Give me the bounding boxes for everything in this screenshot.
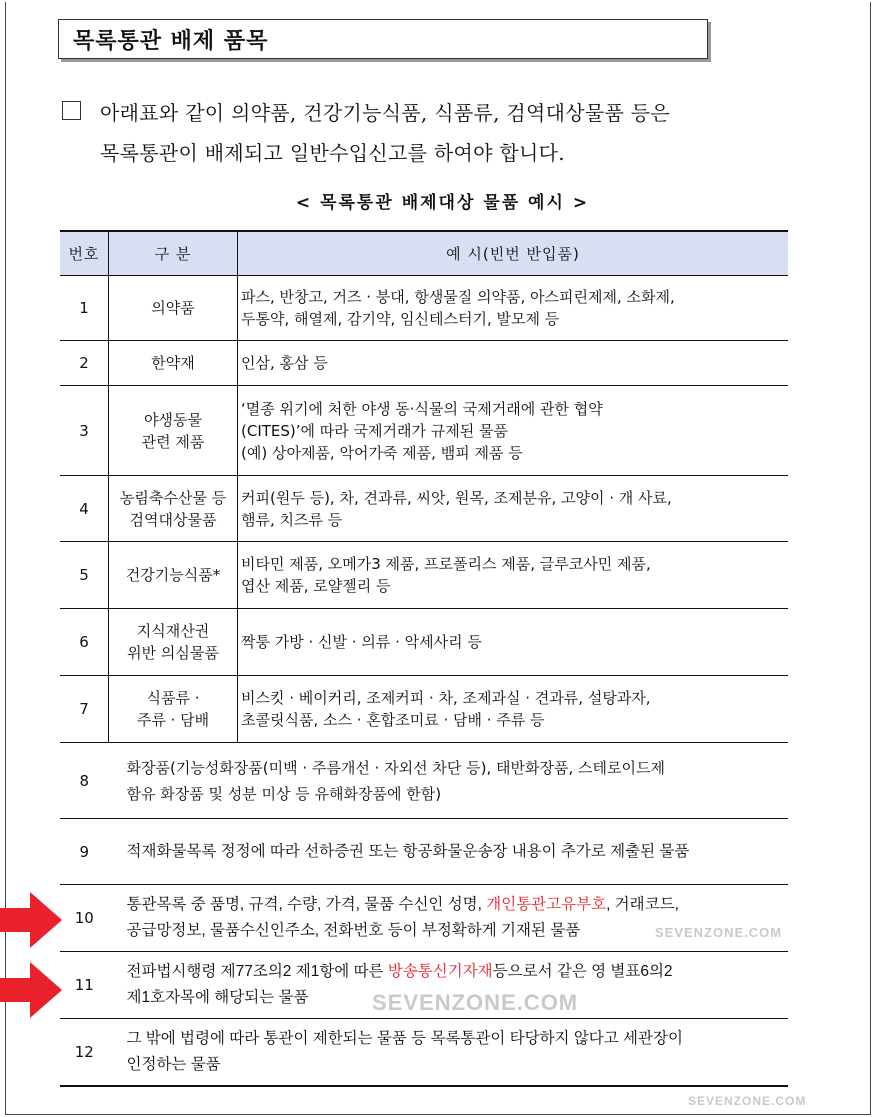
text-segment: , 거래코드,	[606, 896, 679, 913]
row-example	[238, 676, 789, 743]
red-arrow-icon	[0, 962, 62, 1018]
row-number: 7	[60, 676, 109, 743]
content-line: 그 밖에 법령에 따라 통관이 제한되는 물품 등 목록통관이 타당하지 않다고 세관장이	[126, 1029, 683, 1047]
content-line: 인정하는 물품	[126, 1055, 221, 1073]
row-category	[109, 341, 238, 386]
example-line: (CITES)’에 따라 국제거래가 규제된 물품	[241, 421, 508, 440]
row-number: 2	[60, 341, 109, 386]
text-segment: 등으로서 같은 영 별표6의2	[492, 963, 673, 980]
content-line	[127, 892, 788, 918]
content-line: 공급망정보, 물품수신인주소, 전화번호 등이 부정확하게 기재된 물품	[126, 922, 581, 939]
row-number: 12	[60, 1019, 109, 1086]
table-caption: < 목록통관 배제대상 물품 예시 >	[295, 193, 590, 213]
example-line: 두통약, 해열제, 감기약, 임신테스터기, 발모제 등	[241, 310, 560, 328]
row-category	[109, 676, 238, 743]
example-line: ‘멸종 위기에 처한 야생 동·식물의 국제거래에 관한 협약	[241, 399, 603, 418]
category-line: 주류 · 담배	[136, 711, 210, 729]
row-number: 5	[60, 542, 109, 609]
category-line: 농림축수산물 등	[119, 488, 227, 507]
row-category	[109, 276, 238, 341]
content-line: 함유 화장품 및 성분 미상 등 유해화장품에 한함)	[126, 784, 442, 803]
row-example	[238, 609, 789, 676]
header-category: 구 분	[109, 231, 238, 276]
example-line: 인삼, 홍삼 등	[241, 354, 328, 372]
row-content	[109, 819, 789, 885]
watermark: SEVENZONE.COM	[655, 925, 783, 940]
table-header-row	[60, 231, 788, 276]
table-row	[60, 476, 788, 542]
row-number: 11	[60, 952, 109, 1019]
intro-line-2: 목록통관이 배제되고 일반수입신고를 하여야 합니다.	[100, 141, 565, 165]
row-number: 10	[60, 885, 109, 952]
content-line: 제1호자목에 해당되는 물품	[126, 989, 309, 1006]
red-arrow-icon	[0, 892, 62, 948]
row-number: 9	[60, 819, 109, 885]
table-row-wide	[60, 1019, 788, 1086]
example-line: 짝퉁 가방 · 신발 · 의류 · 악세사리 등	[241, 633, 482, 651]
section-title	[58, 19, 708, 59]
category-line: 지식재산권	[136, 622, 210, 640]
highlight-text: 방송통신기자재	[387, 963, 493, 980]
table-row-wide	[60, 819, 788, 885]
example-line: 커피(원두 등), 차, 견과류, 씨앗, 원목, 조제분유, 고양이 · 개 사료,	[241, 488, 672, 507]
category-line: 야생동물	[144, 410, 202, 429]
example-line: (예) 상아제품, 악어가죽 제품, 뱀피 제품 등	[241, 443, 523, 462]
watermark: SEVENZONE.COM	[688, 1094, 807, 1108]
table-row	[60, 609, 788, 676]
category-line: 위반 의심물품	[127, 644, 219, 662]
table-row	[60, 341, 788, 386]
table-row	[60, 386, 788, 476]
header-number: 번호	[60, 231, 109, 276]
row-content	[109, 743, 789, 819]
row-number: 3	[60, 386, 109, 476]
table-row-wide	[60, 885, 788, 952]
row-example	[238, 386, 789, 476]
example-line: 파스, 반창고, 거즈 · 붕대, 항생물질 의약품, 아스피린제제, 소화제,	[241, 288, 675, 306]
row-number: 4	[60, 476, 109, 542]
content-line: 적재화물목록 정정에 따라 선하증권 또는 항공화물운송장 내용이 추가로 제출된 물품	[126, 842, 690, 860]
category-line: 건강기능식품*	[125, 566, 221, 584]
row-number: 1	[60, 276, 109, 341]
content-line: 화장품(기능성화장품(미백 · 주름개선 · 자외선 차단 등), 태반화장품, 스테로이드제	[126, 758, 665, 777]
row-example	[238, 476, 789, 542]
category-line: 한약재	[151, 354, 195, 372]
row-category	[109, 609, 238, 676]
category-line: 식품류 ·	[146, 689, 200, 707]
table-row	[60, 276, 788, 341]
row-category	[109, 386, 238, 476]
category-line: 의약품	[151, 299, 195, 317]
header-example: 예 시(빈번 반입품)	[238, 231, 789, 276]
example-line: 엽산 제품, 로얄젤리 등	[241, 577, 391, 595]
row-example	[238, 341, 789, 386]
checkbox-square-icon	[62, 101, 81, 120]
watermark: SEVENZONE.COM	[372, 990, 579, 1015]
row-content	[109, 1019, 789, 1086]
table-row	[60, 676, 788, 743]
example-line: 비스킷 · 베이커리, 조제커피 · 차, 조제과실 · 견과류, 설탕과자,	[241, 689, 651, 707]
row-number: 6	[60, 609, 109, 676]
table-row	[60, 542, 788, 609]
row-category	[109, 542, 238, 609]
row-example	[238, 542, 789, 609]
row-content	[109, 885, 789, 952]
row-category	[109, 476, 238, 542]
section-title-text: 목록통관 배제 품목	[73, 28, 269, 54]
example-line: 초콜릿식품, 소스 · 혼합조미료 · 담배 · 주류 등	[241, 711, 545, 729]
row-number: 8	[60, 743, 109, 819]
category-line: 검역대상물품	[129, 510, 217, 529]
table-row-wide	[60, 743, 788, 819]
content-line	[127, 959, 788, 985]
text-segment: 전파법시행령 제77조의2 제1항에 따른	[126, 963, 388, 980]
example-line: 비타민 제품, 오메가3 제품, 프로폴리스 제품, 글루코사민 제품,	[241, 555, 651, 573]
row-example	[238, 276, 789, 341]
example-line: 햄류, 치즈류 등	[241, 510, 343, 529]
category-line: 관련 제품	[141, 432, 205, 451]
highlight-text: 개인통관고유부호	[486, 896, 607, 913]
exclusion-table	[60, 230, 788, 1087]
intro-line-1: 아래표와 같이 의약품, 건강기능식품, 식품류, 검역대상물품 등은	[100, 101, 671, 125]
text-segment: 통관목록 중 품명, 규격, 수량, 가격, 물품 수신인 성명,	[126, 896, 487, 913]
